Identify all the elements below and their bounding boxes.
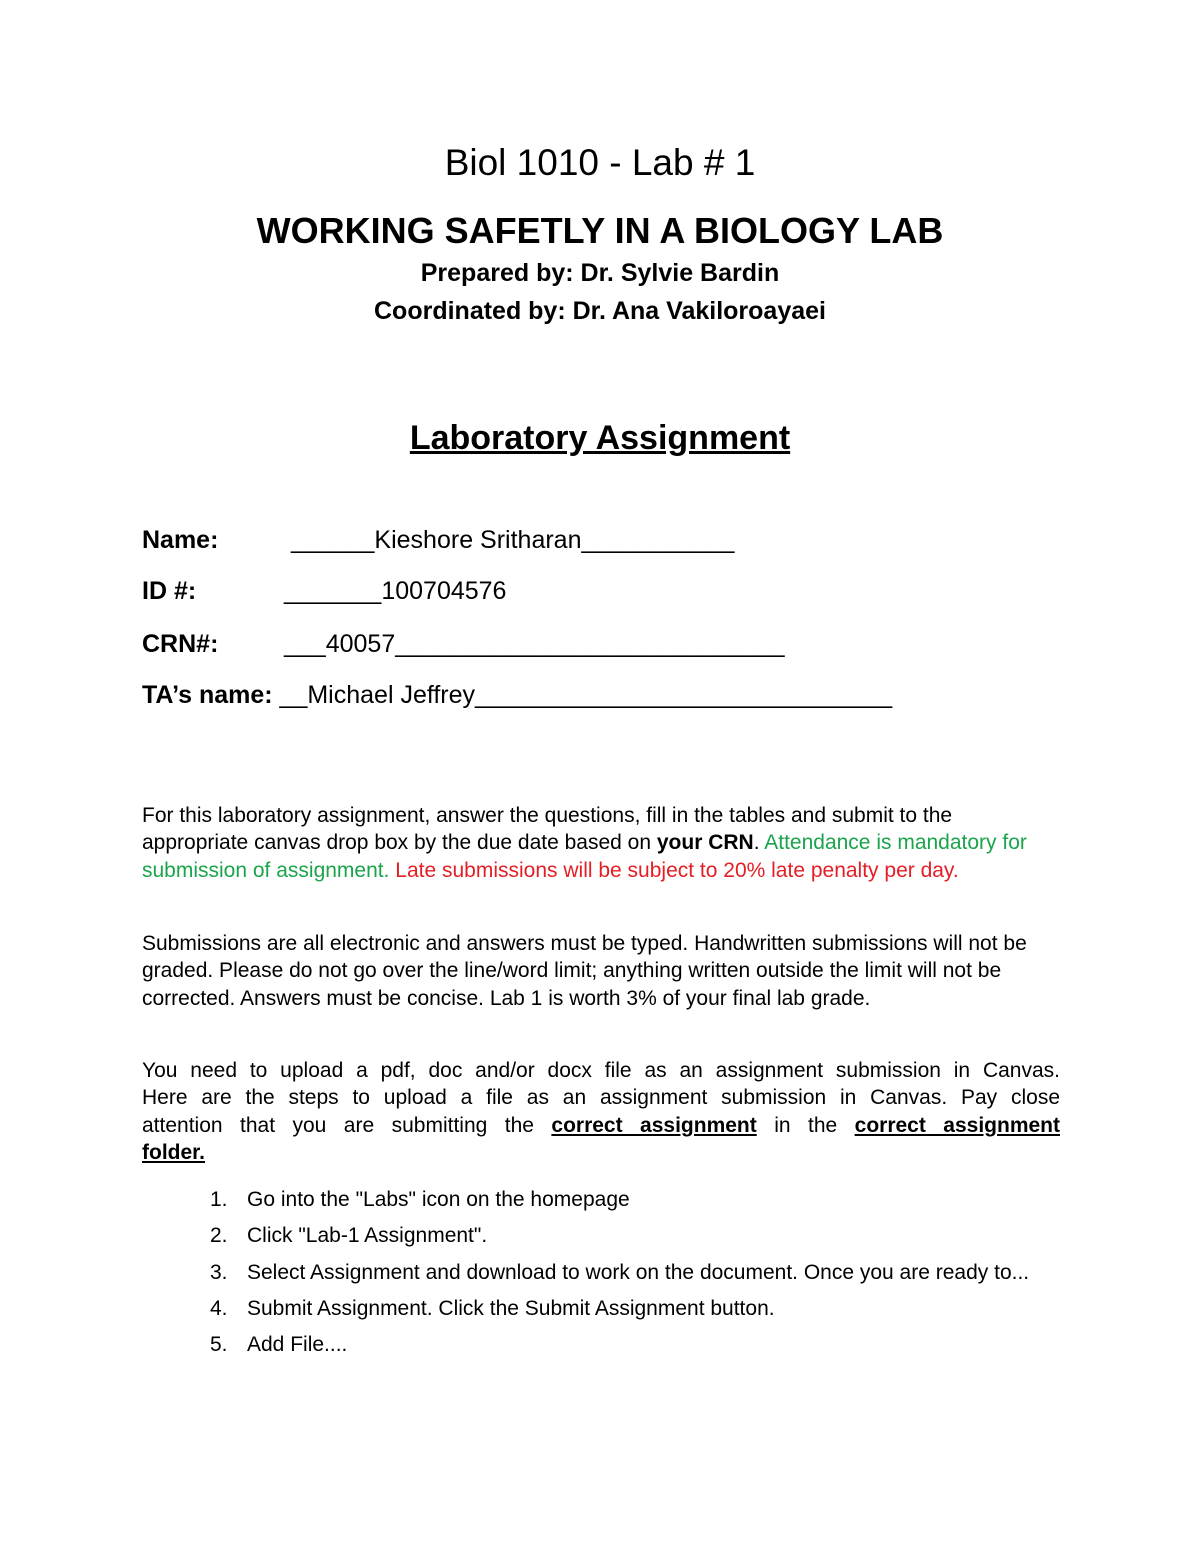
folder-emphasis: folder. <box>142 1140 206 1164</box>
step-number: 2. <box>210 1224 228 1248</box>
step-text: Add File.... <box>247 1333 348 1357</box>
name-value: ______Kieshore Sritharan___________ <box>291 526 735 554</box>
submission-rules-paragraph: Submissions are all electronic and answers must be typed. Handwritten submissions will not be graded. Please do not go over the line/word limit; anything written outside the limit will not be corrected. Answers must be concise. Lab 1 is worth 3% of your final lab grade. <box>142 932 1027 1010</box>
instructions-text: For this laboratory assignment, answer the questions, fill in the tables and submit to the appropriate canvas drop box by the due date based on <box>142 804 953 855</box>
id-value: _______100704576 <box>284 577 507 605</box>
step-text: Select Assignment and download to work on the document. Once you are ready to... <box>247 1260 1030 1284</box>
upload-paragraph <box>142 1057 1060 1166</box>
upload-line-2: Here are the steps to upload a file as an assignment submission in Canvas. Pay close <box>142 1086 1060 1110</box>
step-number: 3. <box>210 1260 228 1284</box>
ta-label: TA’s name: <box>142 681 273 709</box>
list-item <box>210 1259 1060 1286</box>
upload-line-3-mid: in the <box>756 1113 855 1137</box>
attendance-note: Attendance is mandatory for submission of assignment. <box>142 831 1027 882</box>
list-item <box>210 1222 1060 1249</box>
list-item <box>210 1186 1060 1213</box>
course-title: Biol 1010 - Lab # 1 <box>444 142 756 183</box>
step-text: Click "Lab-1 Assignment". <box>247 1224 488 1248</box>
crn-emphasis: your CRN <box>656 831 754 855</box>
step-text: Go into the "Labs" icon on the homepage <box>247 1188 630 1211</box>
crn-label: CRN#: <box>142 630 219 658</box>
upload-line-1: You need to upload a pdf, doc and/or docx file as an assignment submission in Canvas. <box>142 1059 1060 1082</box>
upload-line-3-text: attention that you are submitting the <box>142 1113 552 1137</box>
step-number: 4. <box>210 1296 228 1320</box>
upload-line-4 <box>142 1139 1060 1166</box>
upload-steps-list <box>210 1186 1060 1367</box>
id-label: ID #: <box>142 577 197 605</box>
list-item <box>210 1331 1060 1358</box>
correct-assignment-emphasis: correct assignment <box>551 1113 757 1137</box>
lab-title: WORKING SAFETLY IN A BIOLOGY LAB <box>256 210 944 251</box>
step-text: Submit Assignment. Click the Submit Assignment button. <box>247 1296 775 1320</box>
correct-assignment-folder-emphasis: correct assignment <box>854 1113 1060 1137</box>
step-number: 1. <box>210 1188 228 1211</box>
coordinated-by: Coordinated by: Dr. Ana Vakiloroayaei <box>374 297 826 325</box>
crn-value: ___40057____________________________ <box>284 630 785 658</box>
assignment-heading: Laboratory Assignment <box>409 419 791 457</box>
ta-field <box>142 681 892 710</box>
step-number: 5. <box>210 1333 228 1357</box>
prepared-by: Prepared by: Dr. Sylvie Bardin <box>420 259 780 287</box>
list-item <box>210 1295 1060 1322</box>
ta-value: __Michael Jeffrey______________________________ <box>272 681 893 709</box>
late-penalty-note: Late submissions will be subject to 20% late penalty per day. <box>389 858 959 882</box>
id-field <box>142 577 507 606</box>
instructions-paragraph <box>142 802 1060 884</box>
instructions-separator: . <box>753 831 765 855</box>
upload-line-3 <box>142 1112 1060 1139</box>
name-field <box>142 526 735 555</box>
name-label: Name: <box>142 526 219 554</box>
crn-field <box>142 630 785 659</box>
